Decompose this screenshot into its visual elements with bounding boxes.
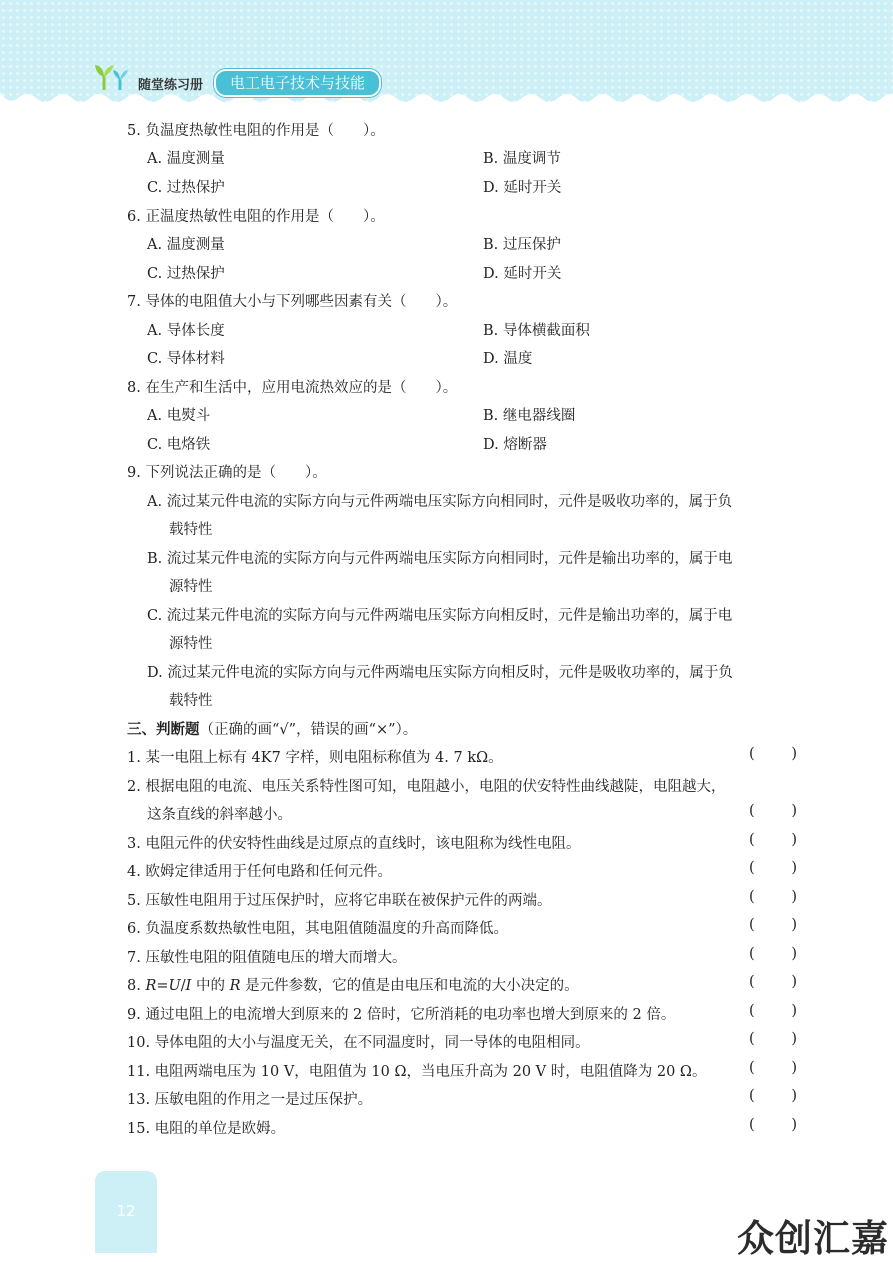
question-6-option-c: C. 过热保护: [147, 266, 225, 282]
paren-open: (: [749, 803, 755, 819]
subject-title: 电工电子技术与技能: [214, 69, 381, 97]
symbol-i: I: [185, 978, 192, 994]
question-7-stem: 7. 导体的电阻值大小与下列哪些因素有关（ ）。: [127, 294, 458, 310]
question-8-option-b: B. 继电器线圈: [483, 408, 576, 424]
judge-item-3: 3. 电阻元件的伏安特性曲线是过原点的直线时，该电阻称为线性电阻。: [127, 836, 581, 852]
answer-blank-2[interactable]: [749, 803, 797, 819]
paren-close: ): [791, 832, 797, 848]
question-7-option-c: C. 导体材料: [147, 351, 225, 367]
paren-open: (: [749, 1031, 755, 1047]
page-number: 12: [116, 1202, 136, 1220]
question-9-option-a-line2: 载特性: [169, 522, 213, 538]
answer-blank-3[interactable]: [749, 832, 797, 848]
paren-open: (: [749, 1117, 755, 1133]
judge-item-10: 10. 导体电阻的大小与温度无关，在不同温度时，同一导体的电阻相同。: [127, 1035, 590, 1051]
question-7-option-b: B. 导体横截面积: [483, 323, 590, 339]
answer-blank-1[interactable]: [749, 746, 797, 762]
question-9-option-c-line1: C. 流过某元件电流的实际方向与元件两端电压实际方向相反时，元件是输出功率的，属于电: [147, 608, 733, 624]
judge-item-15: 15. 电阻的单位是欧姆。: [127, 1121, 286, 1137]
question-6-option-b: B. 过压保护: [483, 237, 561, 253]
symbol-r: R: [145, 978, 157, 994]
question-8-option-d: D. 熔断器: [483, 437, 547, 453]
answer-blank-7[interactable]: [749, 946, 797, 962]
question-7-option-a: A. 导体长度: [147, 323, 225, 339]
answer-blank-13[interactable]: [749, 1088, 797, 1104]
judge-item-13: 13. 压敏电阻的作用之一是过压保护。: [127, 1092, 373, 1108]
question-8-stem: 8. 在生产和生活中，应用电流热效应的是（ ）。: [127, 380, 458, 396]
paren-open: (: [749, 1088, 755, 1104]
book-label: 随堂练习册: [138, 78, 204, 93]
question-9-option-a-line1: A. 流过某元件电流的实际方向与元件两端电压实际方向相同时，元件是吸收功率的，属于负: [147, 494, 733, 510]
question-9-option-b-line1: B. 流过某元件电流的实际方向与元件两端电压实际方向相同时，元件是输出功率的，属于电: [147, 551, 733, 567]
paren-open: (: [749, 946, 755, 962]
symbol-r-2: R: [229, 978, 241, 994]
paren-open: (: [749, 746, 755, 762]
question-9-option-d-line2: 载特性: [169, 693, 213, 709]
judge-8-number: 8.: [127, 978, 146, 994]
paren-open: (: [749, 832, 755, 848]
header-wave-edge: [0, 92, 893, 112]
answer-blank-9[interactable]: [749, 1003, 797, 1019]
paren-close: ): [791, 803, 797, 819]
paren-open: (: [749, 889, 755, 905]
symbol-slash: /: [180, 978, 186, 994]
answer-blank-5[interactable]: [749, 889, 797, 905]
answer-blank-11[interactable]: [749, 1060, 797, 1076]
question-5-stem: 5. 负温度热敏性电阻的作用是（ ）。: [127, 123, 385, 139]
judge-item-6: 6. 负温度系数热敏性电阻，其电阻值随温度的升高而降低。: [127, 921, 508, 937]
question-9-option-b-line2: 源特性: [169, 579, 213, 595]
judge-item-2-line1: 2. 根据电阻的电流、电压关系特性图可知，电阻越小，电阻的伏安特性曲线越陡，电阻越大，: [127, 779, 726, 795]
paren-open: (: [749, 1060, 755, 1076]
sprout-logo-icon: [94, 62, 130, 92]
paren-close: ): [791, 889, 797, 905]
watermark-logo: 众创汇嘉: [737, 1217, 889, 1260]
paren-close: ): [791, 946, 797, 962]
paren-close: ): [791, 1088, 797, 1104]
answer-blank-10[interactable]: [749, 1031, 797, 1047]
judge-item-5: 5. 压敏性电阻用于过压保护时，应将它串联在被保护元件的两端。: [127, 893, 552, 909]
question-5-option-a: A. 温度测量: [147, 151, 225, 167]
paren-open: (: [749, 1003, 755, 1019]
question-6-stem: 6. 正温度热敏性电阻的作用是（ ）。: [127, 209, 385, 225]
paren-close: ): [791, 860, 797, 876]
paren-close: ): [791, 746, 797, 762]
question-8-option-a: A. 电熨斗: [147, 408, 211, 424]
paren-close: ): [791, 1117, 797, 1133]
judge-item-7: 7. 压敏性电阻的阻值随电压的增大而增大。: [127, 950, 407, 966]
answer-blank-4[interactable]: [749, 860, 797, 876]
page-header: [0, 0, 893, 108]
answer-blank-6[interactable]: [749, 917, 797, 933]
paren-open: (: [749, 974, 755, 990]
judge-item-9: 9. 通过电阻上的电流增大到原来的 2 倍时，它所消耗的电功率也增大到原来的 2 倍。: [127, 1007, 676, 1023]
judge-item-4: 4. 欧姆定律适用于任何电路和任何元件。: [127, 864, 392, 880]
paren-close: ): [791, 974, 797, 990]
paren-close: ): [791, 1060, 797, 1076]
paren-open: (: [749, 860, 755, 876]
question-6-option-d: D. 延时开关: [483, 266, 562, 282]
symbol-equals: =: [156, 978, 169, 994]
section-3-note: （正确的画“√”，错误的画“×”）。: [199, 722, 418, 738]
question-5-option-b: B. 温度调节: [483, 151, 561, 167]
answer-blank-15[interactable]: [749, 1117, 797, 1133]
judge-8-mid: 中的: [191, 978, 230, 994]
judge-8-rest: 是元件参数，它的值是由电压和电流的大小决定的。: [240, 978, 579, 994]
question-8-option-c: C. 电烙铁: [147, 437, 211, 453]
question-5-option-c: C. 过热保护: [147, 180, 225, 196]
paren-open: (: [749, 917, 755, 933]
question-6-option-a: A. 温度测量: [147, 237, 225, 253]
section-3-heading: [127, 718, 417, 739]
paren-close: ): [791, 917, 797, 933]
judge-item-11: 11. 电阻两端电压为 10 V，电阻值为 10 Ω，当电压升高为 20 V 时，电阻值降为 20 Ω。: [127, 1064, 707, 1080]
answer-blank-8[interactable]: [749, 974, 797, 990]
judge-item-8: [127, 974, 579, 995]
question-5-option-d: D. 延时开关: [483, 180, 562, 196]
question-9-option-c-line2: 源特性: [169, 636, 213, 652]
paren-close: ): [791, 1031, 797, 1047]
symbol-u: U: [168, 978, 181, 994]
section-3-title: 三、判断题: [127, 722, 200, 738]
paren-close: ): [791, 1003, 797, 1019]
judge-item-2-line2: 这条直线的斜率越小。: [147, 807, 292, 823]
question-9-option-d-line1: D. 流过某元件电流的实际方向与元件两端电压实际方向相反时，元件是吸收功率的，属于负: [147, 665, 733, 681]
question-9-stem: 9. 下列说法正确的是（ ）。: [127, 465, 327, 481]
judge-item-1: 1. 某一电阻上标有 4K7 字样，则电阻标称值为 4. 7 kΩ。: [127, 750, 503, 766]
question-7-option-d: D. 温度: [483, 351, 533, 367]
